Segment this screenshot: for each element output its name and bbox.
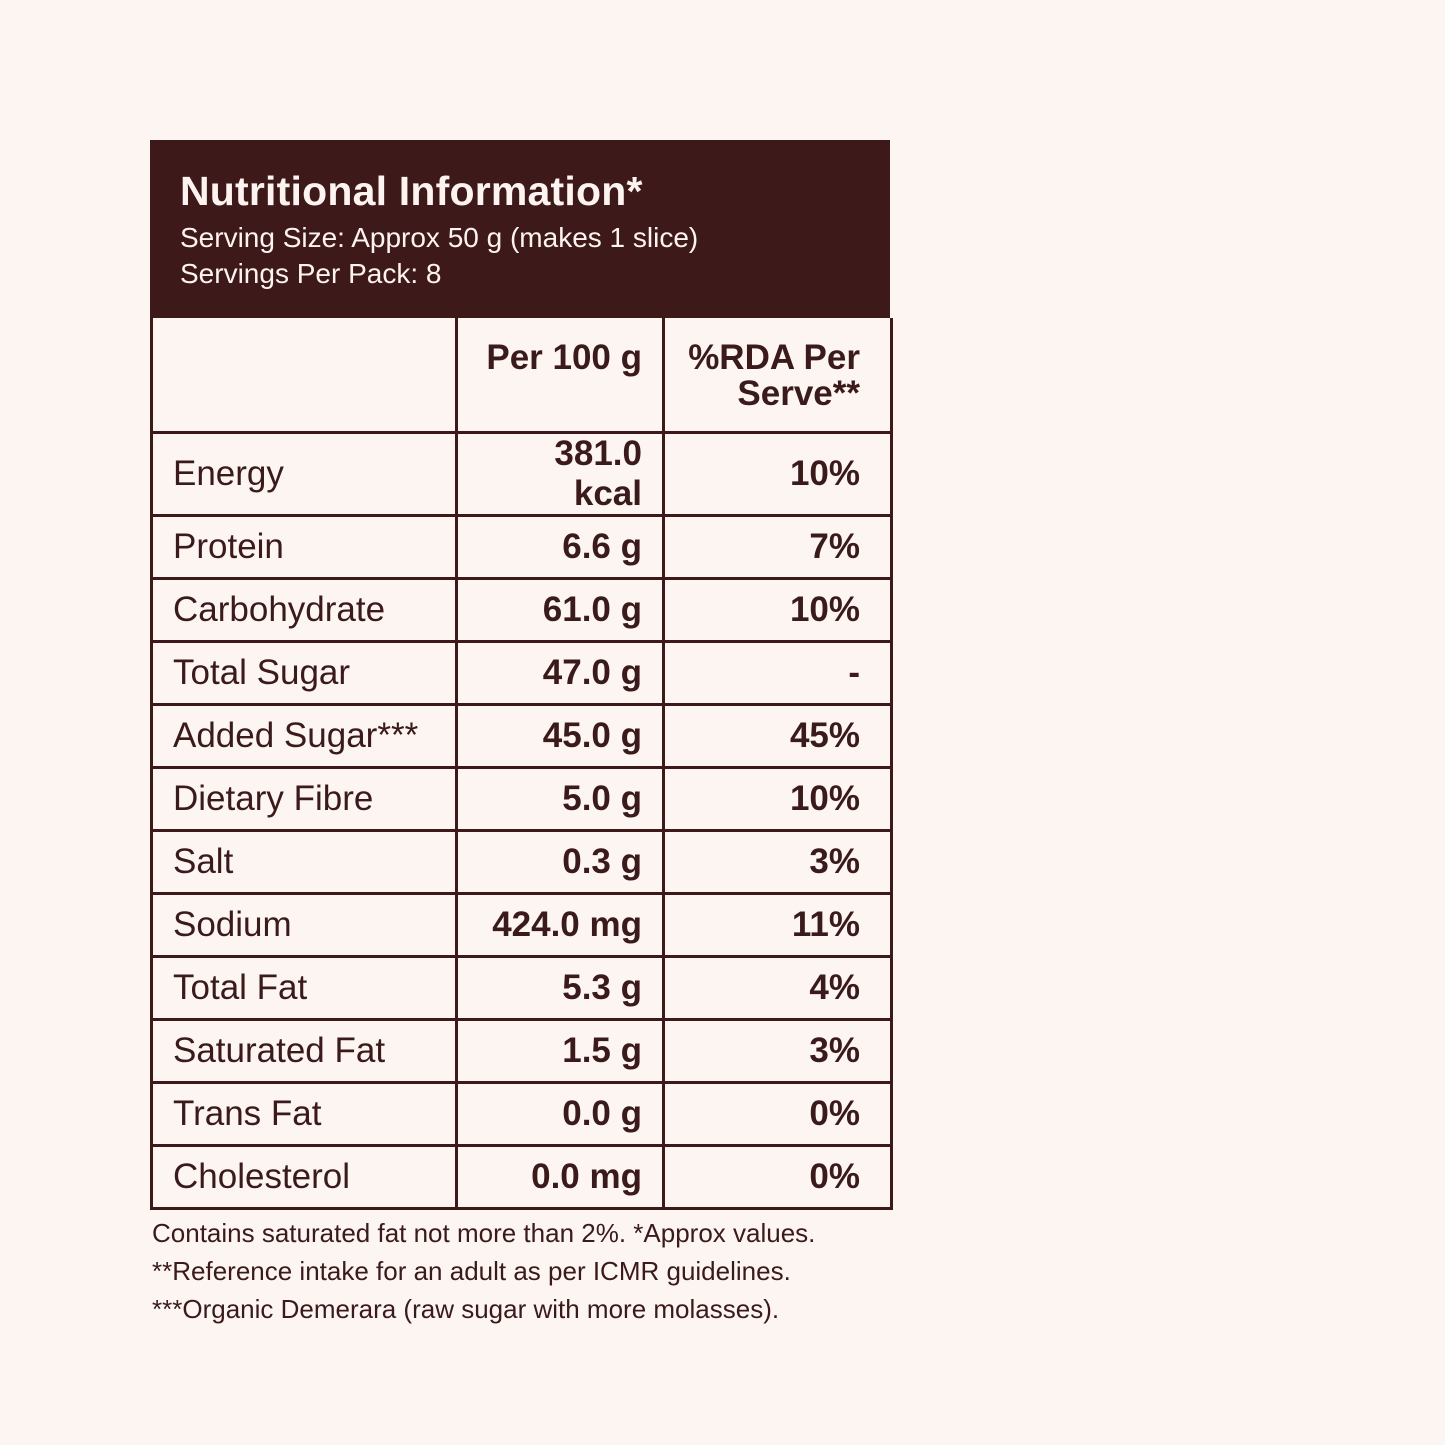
per-100g-value: 1.5 g — [457, 1019, 664, 1082]
table-row — [152, 956, 892, 1019]
nutrient-name: Dietary Fibre — [152, 767, 457, 830]
table-row — [152, 1145, 892, 1208]
servings-per-pack: Servings Per Pack: 8 — [180, 258, 442, 289]
table-row — [152, 893, 892, 956]
footnote-line: **Reference intake for an adult as per ICMR guidelines. — [152, 1256, 791, 1286]
footnote-line: Contains saturated fat not more than 2%. *Approx values. — [152, 1218, 816, 1248]
nutrient-name: Sodium — [152, 893, 457, 956]
nutrition-header — [150, 140, 890, 318]
rda-value: 4% — [664, 956, 892, 1019]
nutrient-name: Added Sugar*** — [152, 704, 457, 767]
nutrient-name: Protein — [152, 515, 457, 578]
table-row — [152, 767, 892, 830]
nutrient-name: Carbohydrate — [152, 578, 457, 641]
rda-value: 3% — [664, 830, 892, 893]
column-header-nutrient — [152, 318, 457, 432]
nutrition-title: Nutritional Information* — [180, 168, 643, 214]
rda-value: 10% — [664, 578, 892, 641]
nutrient-name: Trans Fat — [152, 1082, 457, 1145]
table-row — [152, 641, 892, 704]
table-row — [152, 830, 892, 893]
per-100g-value: 61.0 g — [457, 578, 664, 641]
rda-value: 3% — [664, 1019, 892, 1082]
table-row — [152, 515, 892, 578]
footnote-line: ***Organic Demerara (raw sugar with more molasses). — [152, 1294, 780, 1324]
per-100g-value: 5.0 g — [457, 767, 664, 830]
per-100g-value: 47.0 g — [457, 641, 664, 704]
nutrient-name: Total Fat — [152, 956, 457, 1019]
column-header-rda: %RDA Per Serve** — [664, 318, 892, 432]
per-100g-value: 5.3 g — [457, 956, 664, 1019]
per-100g-value: 0.3 g — [457, 830, 664, 893]
table-row — [152, 704, 892, 767]
rda-value: 0% — [664, 1082, 892, 1145]
column-header-per-100g: Per 100 g — [457, 318, 664, 432]
rda-value: 7% — [664, 515, 892, 578]
per-100g-value: 45.0 g — [457, 704, 664, 767]
nutrition-panel — [150, 140, 890, 1210]
nutrient-name: Salt — [152, 830, 457, 893]
serving-size: Serving Size: Approx 50 g (makes 1 slice) — [180, 222, 699, 253]
nutrient-name: Saturated Fat — [152, 1019, 457, 1082]
table-row — [152, 578, 892, 641]
nutrient-name: Total Sugar — [152, 641, 457, 704]
table-header-row — [152, 318, 892, 432]
rda-value: 11% — [664, 893, 892, 956]
rda-value: - — [664, 641, 892, 704]
rda-value: 10% — [664, 767, 892, 830]
rda-value: 45% — [664, 704, 892, 767]
rda-value: 0% — [664, 1145, 892, 1208]
per-100g-value: 424.0 mg — [457, 893, 664, 956]
table-row — [152, 1082, 892, 1145]
per-100g-value: 6.6 g — [457, 515, 664, 578]
table-row — [152, 432, 892, 515]
rda-value: 10% — [664, 432, 892, 515]
per-100g-value: 0.0 g — [457, 1082, 664, 1145]
footnotes — [152, 1214, 815, 1328]
nutrient-name: Cholesterol — [152, 1145, 457, 1208]
nutrition-table — [150, 318, 893, 1210]
per-100g-value: 381.0 kcal — [457, 432, 664, 515]
table-row — [152, 1019, 892, 1082]
nutrient-name: Energy — [152, 432, 457, 515]
per-100g-value: 0.0 mg — [457, 1145, 664, 1208]
